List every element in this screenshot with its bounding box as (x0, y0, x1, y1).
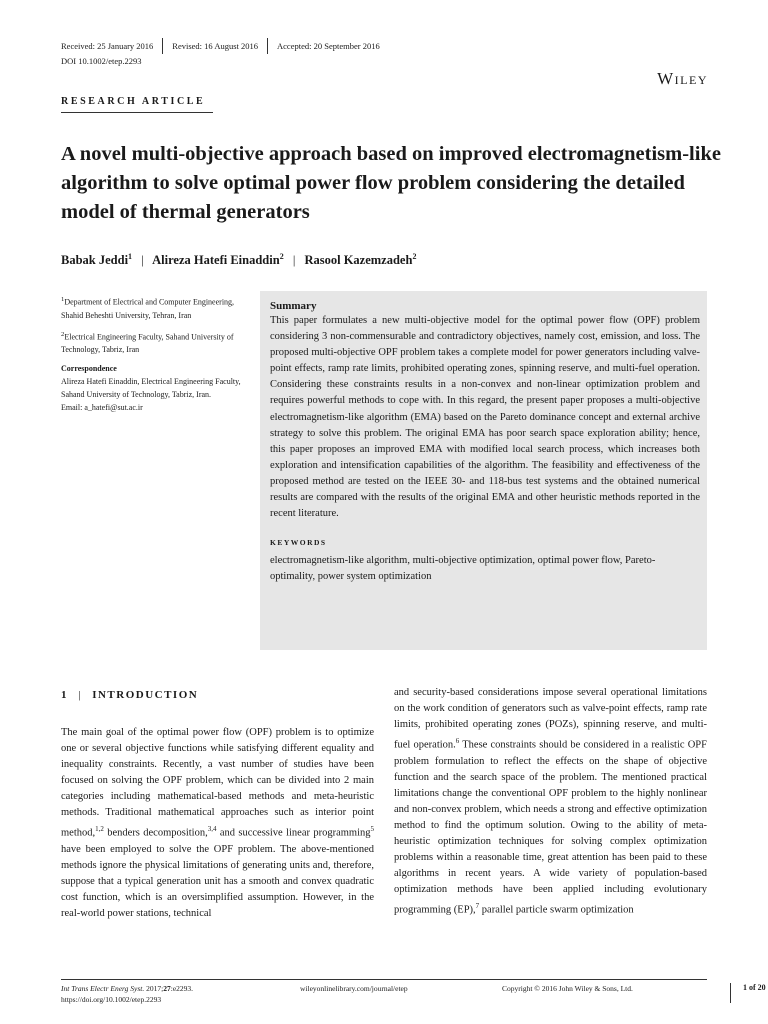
footer-copyright: Copyright © 2016 John Wiley & Sons, Ltd. (502, 984, 633, 993)
summary-text: This paper formulates a new multi-objective model for the optimal power flow (OPF) problem considering 3 non-commensurable and contradictory objectives, namely cost, emission, and loss. The proposed multi-objective OPF problem takes a complete model for power generators including valve-point effects, ramp rate limits, prohibited operating zones, spinning reserve, and multi-fuel operation. Considering these constraints results in a non-convex and non-linear optimization problem and requires powerful methods to cope with. In this regard, the present paper proposes a multi-objective electromagnetism-like algorithm (EMA) based on the Pareto dominance concept and external archive strategy to solve this problem. The original EMA has poor search space exploration ability; hence, this paper proposes an improved EMA with modified local search process, which increases both exploration and intensification capabilities of the algorithm. The feasibility and effectiveness of the proposed method are tested on the IEEE 30- and 118-bus test systems and the obtained numerical results are compared with the results of the original EMA and other heuristic methods reported in the recent literature. (270, 315, 700, 520)
keywords-text: electromagnetism-like algorithm, multi-objective optimization, optimal power flow, Pareto-optimality, power system optimization (270, 555, 656, 583)
citation-sup: 1,2 (95, 825, 104, 833)
body-text: The main goal of the optimal power flow (OPF) problem is to optimize one or several objective functions while satisfying different equality and inequality constraints. Recently, a vast number of studies have been focused on solving the OPF problem, which can be divided into 2 main categories including mathematical-based methods and meta-heuristic methods. Traditional mathematical approaches such as interior point method, (61, 727, 374, 839)
body-text: parallel particle swarm optimization (479, 904, 634, 915)
author-affil-sup: 2 (412, 252, 417, 261)
page-number: 1 of 20 (743, 983, 766, 992)
correspondence-text: Alireza Hatefi Einaddin, Electrical Engineering Faculty, Sahand University of Technology, Tabriz, Iran. (61, 377, 241, 400)
publisher-logo: Wiley (657, 69, 708, 88)
correspondence-email[interactable]: Email: a_hatefi@sut.ac.ir (61, 403, 143, 413)
section-number: 1 (61, 689, 68, 701)
body-text: and security-based considerations impose several operational limitations on the work condition of generators such as valve-point effects, ramp rate limits, prohibited operating zones (POZs), spinning reserve, and multi-fuel operation. (394, 687, 707, 751)
author-name: Rasool Kazemzadeh (304, 253, 413, 268)
body-text: These constraints should be considered in a realistic OPF problem formulation to reflect the effects on the shape of objective function and the search space of the problem. The mentioned practical limitations change the conventional OPF problem to the highly nonlinear and non-convex problem, which needs a strong and effective optimization method to find the optimum solution. Owing to the ability of meta-heuristic optimization techniques for solving complex optimization problems within a reasonable time, great attention has been paid to these algorithms in recent years. A wide variety of population-based optimization methods have been applied including evolutionary programming (EP), (394, 739, 707, 915)
abstract-content (270, 300, 700, 585)
accepted-date: Accepted: 20 September 2016 (277, 41, 380, 51)
citation-volume: 27 (163, 984, 171, 993)
body-text: and successive linear programming (216, 827, 371, 839)
section-title: INTRODUCTION (92, 689, 199, 701)
received-date: Received: 25 January 2016 (61, 41, 154, 51)
paper-title: A novel multi-objective approach based on improved electromagnetism-like algorithm to solve optimal power flow problem considering the detailed model of thermal generators (61, 143, 721, 223)
author-list (61, 252, 416, 268)
doi: DOI 10.1002/etep.2293 (61, 56, 142, 66)
footer-divider (730, 983, 731, 1003)
citation-sup: 3,4 (207, 825, 217, 833)
author-affil-sup: 2 (279, 252, 284, 261)
citation-year: 2017; (144, 984, 164, 993)
body-column-left (61, 725, 374, 922)
footer-citation (61, 983, 193, 1005)
affiliation-sup: 1 (61, 296, 65, 303)
body-column-right (394, 685, 707, 918)
revised-date: Revised: 16 August 2016 (172, 41, 259, 51)
affiliation-sup: 2 (61, 330, 65, 338)
citation-sup: 5 (370, 825, 374, 833)
body-text: benders decomposition, (103, 827, 208, 839)
article-type: RESEARCH ARTICLE (61, 96, 206, 107)
keywords-heading: KEYWORDS (270, 538, 327, 548)
footer-doi-link[interactable]: https://doi.org/10.1002/etep.2293 (61, 995, 162, 1004)
affiliation-text: Electrical Engineering Faculty, Sahand University of Technology, Tabriz, Iran (61, 332, 234, 355)
divider (162, 38, 163, 54)
affiliations (61, 293, 251, 414)
affiliation-text: Department of Electrical and Computer Engineering, Shahid Beheshti University, Tehran, Iran (61, 297, 235, 320)
body-text: have been employed to solve the OPF problem. The above-mentioned methods ignore the physical limitations of generating units and, therefore, suppose that a typical generation unit has a smooth and convex quadratic cost function, which is an oversimplified assumption. However, in the real-world power stations, technical (61, 843, 374, 919)
author-separator: | (141, 253, 144, 268)
footer-rule (61, 979, 707, 980)
citation-sup: 7 (475, 901, 480, 910)
article-dates (61, 38, 380, 54)
affiliation (61, 293, 251, 322)
author-affil-sup: 1 (128, 252, 133, 261)
correspondence-heading: Correspondence (61, 364, 117, 374)
abstract-box (260, 291, 707, 650)
author-separator: | (292, 253, 296, 268)
journal-name: Int Trans Electr Energ Syst. (61, 984, 145, 993)
citation-sup: 6 (455, 737, 460, 745)
article-type-rule (61, 112, 213, 113)
section-separator: | (78, 689, 82, 701)
footer-website-link[interactable]: wileyonlinelibrary.com/journal/etep (300, 984, 408, 993)
citation-article: :e2293. (170, 984, 194, 993)
section-heading (61, 689, 198, 701)
author-name: Alireza Hatefi Einaddin (152, 253, 280, 268)
divider (267, 38, 268, 54)
summary-heading: Summary (270, 300, 317, 312)
affiliation (61, 328, 251, 357)
author-name: Babak Jeddi (61, 253, 129, 268)
